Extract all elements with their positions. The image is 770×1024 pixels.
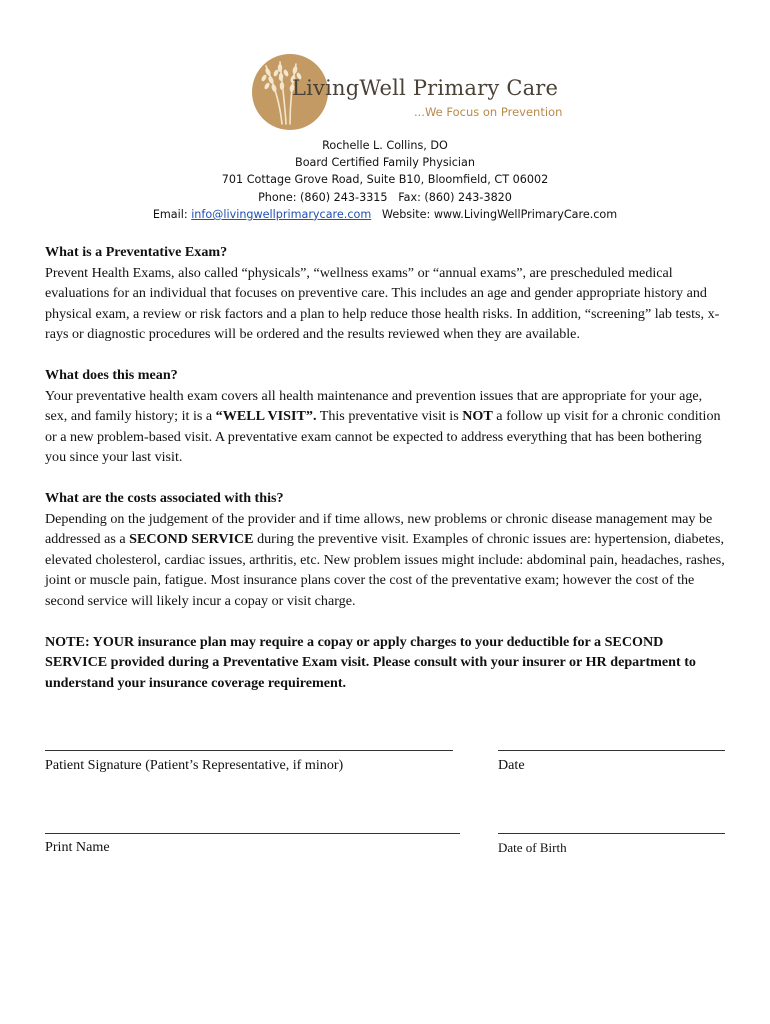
section-paragraph [45,386,725,468]
logo-tagline: ...We Focus on Prevention [414,105,563,119]
patient-signature-label: Patient Signature (Patient’s Representative, if minor) [45,757,344,773]
website-text: Website: www.LivingWellPrimaryCare.com [371,207,618,221]
physician-name: Rochelle L. Collins, DO [322,139,448,152]
email-label: Email: [152,207,192,221]
patient-signature-line[interactable] [45,750,453,751]
practice-logo [252,54,563,134]
section-heading: What does this mean? [45,367,178,383]
section-what-is [45,242,725,345]
email-website-line [0,206,770,223]
section-what-mean [45,365,725,468]
second-service-emphasis: SECOND SERVICE [129,531,254,547]
print-name-line[interactable] [45,833,460,834]
logo-title: LivingWell Primary Care [292,76,559,100]
section-paragraph: Prevent Health Exams, also called “physicals”, “wellness exams” or “annual exams”, are prescheduled medical evaluations for an individual that focuses on preventive care. This includes an age and gender appropriate history and physical exam, a review or risk factors and a plan to help reduce those health risks. In addition, “screening” lab tests, x-rays or diagnostic procedures will be ordered and the results reviewed when they are available. [45,264,720,342]
text-run: Depending on the judgement of the provider and if time allows, new problems or chronic disease management may be addressed as a [45,510,713,547]
date-of-birth-line[interactable] [498,833,725,834]
date-line[interactable] [498,750,725,751]
text-run: This preventative visit is [316,408,463,424]
physician-credential: Board Certified Family Physician [295,156,475,170]
text-run: during the preventive visit. Examples of chronic issues are: hypertension, diabetes, elevated cholesterol, cardiac issues, arthritis, etc. New problem issues might include: abdominal pain, headaches, rashes, joint or muscle pain, fatigue. Most insurance plans cover the cost of the preventative exam; however the cost of the second service will likely incur a copay or visit charge. [45,531,725,609]
well-visit-emphasis: “WELL VISIT”. [215,408,317,424]
section-costs [45,488,725,611]
text-run: a follow up visit for a chronic condition or a new problem-based visit. A preventative exam cannot be expected to address everything that has been bothering you since your last visit. [45,408,721,465]
insurance-note: NOTE: YOUR insurance plan may require a copay or apply charges to your deductible for a SECOND SERVICE provided during a Preventative Exam visit. Please consult with your insurer or HR department to understand your insurance coverage requirement. [45,633,696,691]
contact-block [0,137,770,223]
not-emphasis: NOT [462,408,493,424]
date-of-birth-label: Date of Birth [498,840,567,855]
text-run: Your preventative health exam covers all health maintenance and prevention issues that are appropriate for your age, sex, and family history; it is a [45,387,703,424]
phone-fax: Phone: (860) 243-3315 Fax: (860) 243-3820 [258,190,512,204]
section-heading: What is a Preventative Exam? [45,244,228,260]
email-link[interactable]: info@livingwellprimarycare.com [191,207,372,221]
section-heading: What are the costs associated with this? [45,490,284,506]
print-name-label: Print Name [45,839,110,855]
date-label: Date [498,757,525,773]
document-body [45,242,725,693]
section-paragraph [45,509,725,612]
practice-address: 701 Cottage Grove Road, Suite B10, Bloomfield, CT 06002 [221,173,549,187]
